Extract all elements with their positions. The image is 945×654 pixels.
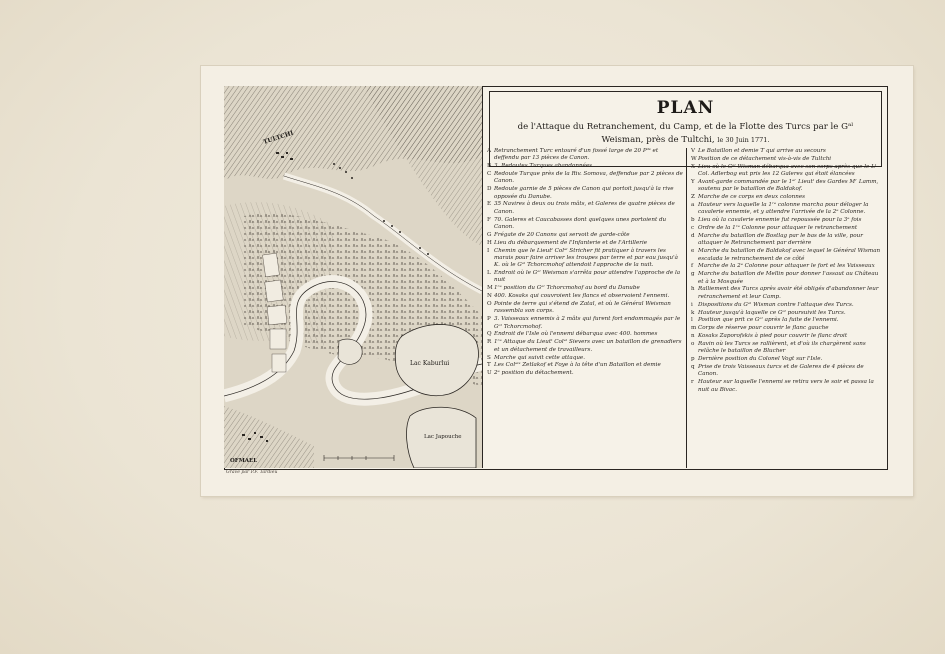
legend-entry xyxy=(487,270,684,285)
legend-key: a xyxy=(691,202,695,209)
legend-text: Marche de la 2ᵉ Colonne pour attaquer le fort et les Vaisseaux xyxy=(698,263,875,270)
legend-entry xyxy=(487,148,684,163)
legend-key: n xyxy=(691,333,695,340)
legend-key: Q xyxy=(487,331,492,338)
legend-key: X xyxy=(691,163,695,170)
legend-key: D xyxy=(487,186,492,193)
legend-entry xyxy=(487,163,684,170)
legend-entry xyxy=(487,248,684,270)
legend-entry xyxy=(487,331,684,338)
legend-text: 2ᵉ position du détachement. xyxy=(494,370,574,377)
legend-text: Avant-garde commandée par le 1ᵉʳ Lieutᵗ des Gardes Mʳ Lamm, soutenu par le bataillon de Baldakof. xyxy=(698,178,879,193)
legend-key: F xyxy=(487,216,491,223)
legend-text: Marche du bataillon de Baldakof avec lequel le Général Wisman escalada le retranchement de ce côté xyxy=(698,248,881,262)
legend-key: L xyxy=(487,270,491,277)
legend-key: f xyxy=(691,263,694,270)
map-panel xyxy=(224,86,483,468)
legend-text: Position de ce détachement vis-à-vis de Tultchi xyxy=(698,155,832,162)
legend-text: Pointe de terre qui s'étend de Zatal, et où le Général Weisman rassembla son corps. xyxy=(494,301,671,315)
legend-key: A xyxy=(487,148,492,154)
legend-key: q xyxy=(691,364,695,371)
legend-text: 1ʳᵉ position du Gᵃˡ Tchorcmohof au bord du Danube xyxy=(494,285,640,292)
legend-key: V xyxy=(691,148,696,154)
legend-text: Corps de réserve pour couvrir le flanc gauche xyxy=(698,325,829,332)
legend-text: Les Colᵉˡˢ Zetlakof et Foye à la tête d'un Bataillon et demie xyxy=(494,362,661,369)
legend-panel xyxy=(483,86,886,468)
legend-key: P xyxy=(487,316,491,323)
legend-column-left xyxy=(487,148,684,463)
legend-entry xyxy=(487,362,684,369)
legend-entry xyxy=(487,217,684,232)
legend-entry xyxy=(691,317,883,324)
legend-text: Ravin où les Turcs se rallièrent, et d'où ils chargèrent sans relâche le bataillon de Blucher xyxy=(698,341,866,355)
legend-text: Hauteur jusqu'à laquelle ce Gᵃˡ poursuivit les Turcs. xyxy=(698,309,846,316)
legend-entry xyxy=(487,201,684,216)
legend-entry xyxy=(487,232,684,239)
legend-key: p xyxy=(691,356,695,363)
legend-text: Hauteur sur laquelle l'ennemi se retira vers le soir et passa la nuit au Bivac. xyxy=(698,379,874,393)
legend-entry xyxy=(691,148,883,155)
legend-key: o xyxy=(691,341,695,348)
subtitle-line1: de l'Attaque du Retranchement, du Camp, et de la Flotte des Turcs par le Gᵃˡ xyxy=(517,122,854,132)
plan-title: PLAN xyxy=(656,98,715,118)
legend-key: G xyxy=(487,231,492,238)
legend-key: l xyxy=(691,317,693,324)
legend-text: Frégate de 20 Canons qui servoit de garde-côte xyxy=(494,231,630,238)
legend-entry xyxy=(487,370,684,377)
legend-entry xyxy=(691,302,883,309)
legend-entry xyxy=(487,355,684,362)
legend-key: S xyxy=(487,354,491,361)
legend-entry xyxy=(487,339,684,354)
legend-key: r xyxy=(691,379,694,386)
legend-key: b xyxy=(691,217,695,224)
legend-text: Marche du bataillon de Bostlag par le bas de la ville, pour attaquer le Retranchement par derrière xyxy=(698,233,863,247)
legend-key: H xyxy=(487,239,492,246)
legend-entry xyxy=(691,164,883,179)
legend-text: 400. Kosaks qui couvroient les flancs et observoient l'ennemi. xyxy=(494,293,670,300)
plan-subtitle xyxy=(490,121,881,147)
legend-entry xyxy=(487,171,684,186)
legend-entry xyxy=(691,364,883,379)
legend-text: Lieu du débarquement de l'Infanterie et de l'Artillerie xyxy=(494,239,648,246)
legend-text: Ralliement des Turcs après avoir été obligés d'abandonner leur retranchement et leur Camp. xyxy=(698,286,879,300)
legend-entry xyxy=(487,316,684,331)
legend-key: d xyxy=(691,233,695,240)
legend-text: Le Bataillon et demie T qui arrive au secours xyxy=(698,148,826,154)
legend-text: Dispositions du Gᵃˡ Wisman contre l'attaque des Turcs. xyxy=(698,301,854,308)
legend-text: Marche de ce corps en deux colonnes xyxy=(698,194,806,201)
legend-key: M xyxy=(487,285,493,292)
legend-key: Z xyxy=(691,194,695,201)
legend-key: e xyxy=(691,248,695,255)
legend-entry xyxy=(691,179,883,194)
legend-entry xyxy=(691,286,883,301)
legend-text: Ordre de la 1ʳᵉ Colonne pour attaquer le retranchement xyxy=(698,225,858,232)
legend-entry xyxy=(691,356,883,363)
legend-key: h xyxy=(691,286,695,293)
legend-text: 1ʳᵉ Attaque du Lieutᵗ Colᵉˡ Sievers avec un bataillon de grenadiers et un détachement de travailleurs. xyxy=(494,339,682,353)
legend-entry xyxy=(487,285,684,292)
legend-text: 70. Galeres et Caucabasses dont quelques unes portoient du Canon. xyxy=(494,216,667,230)
legend-text: Lieu où le Gᵃˡ Wisman débarqua avec son corps après que le Lᵗ Col. Adlerbog eut pris les 12 Galeres qui étoit élancées xyxy=(698,163,877,178)
legend-key: E xyxy=(487,201,492,208)
legend-text: Endroit où le Gᵃˡ Weisman s'arrêta pour attendre l'approche de la nuit xyxy=(494,270,681,284)
legend-text: Lieu où la cavalerie ennemie fut repoussée pour la 3ᵉ fois xyxy=(698,217,862,224)
legend-text: Marche du bataillon de Mellin pour donner l'assaut au Château et à la Mosquée xyxy=(698,271,879,285)
legend-text: Position que prit ce Gᵃˡ après la fuite de l'ennemi. xyxy=(698,317,839,324)
legend-entry xyxy=(691,333,883,340)
legend-key: i xyxy=(691,301,693,308)
column-divider xyxy=(686,148,687,468)
legend-entry xyxy=(487,240,684,247)
legend-key: R xyxy=(487,339,492,346)
legend-column-right xyxy=(691,148,883,463)
label-tultchi: TULTCHI xyxy=(262,129,295,146)
legend-entry xyxy=(691,217,883,224)
legend-entry xyxy=(691,225,883,232)
legend-key: g xyxy=(691,271,695,278)
legend-text: Redoute garnie de 5 pièces de Canon qui portoit jusqu'à la rive opposée du Danube. xyxy=(494,186,674,200)
label-ofmael: OFMAEL xyxy=(230,458,258,464)
legend-entry xyxy=(691,156,883,163)
legend-key: k xyxy=(691,309,695,316)
legend-entry xyxy=(691,341,883,356)
legend-key: W xyxy=(691,155,697,162)
legend-entry xyxy=(487,186,684,201)
legend-key: m xyxy=(691,325,697,332)
legend-key: Y xyxy=(691,178,695,185)
legend-entry xyxy=(691,271,883,286)
legend-key: c xyxy=(691,225,695,232)
legend-text: 3. Redoutes Turques abandonnées xyxy=(494,163,593,170)
label-lac-kaburlui: Lac Kaburlui xyxy=(410,360,450,367)
legend-entry xyxy=(691,194,883,201)
battle-map xyxy=(224,86,482,468)
legend-entry xyxy=(691,379,883,394)
legend-entry xyxy=(691,202,883,217)
legend-text: Dernière position du Colonel Vogt sur l'Isle. xyxy=(698,356,823,363)
legend-text: Retranchement Turc entouré d'un fossé large de 20 Pᵈˢ et deffendu par 13 pièces de Canon. xyxy=(494,148,659,162)
legend-entry xyxy=(691,310,883,317)
legend-entry xyxy=(691,248,883,263)
engraver-credit: Gravé par P.F. Tardieu xyxy=(226,470,278,475)
legend-entry xyxy=(487,301,684,316)
legend-entry xyxy=(487,293,684,300)
legend-text: Marche qui suivit cette attaque. xyxy=(494,354,586,361)
legend-text: 35 Navires à deux ou trois mâts, et Galeres de quatre pièces de Canon. xyxy=(494,201,675,215)
legend-key: T xyxy=(487,362,491,369)
legend-key: U xyxy=(487,370,492,377)
legend-text: Chemin que le Lieutᵗ Colᵉˡ Stricher fit pratiquer à travers les marais pour faire arriver les troupes par terre et par eau jusqu'à K. où le Gᵃˡ Tchorcmohof attendoit l'approche de la nuit. xyxy=(494,247,678,269)
legend-text: 3. Vaisseaux ennemis à 2 mâts qui furent fort endommagés par le Gᵃˡ Tchorcmohof. xyxy=(494,316,681,330)
legend-entry xyxy=(691,233,883,248)
legend-text: Hauteur vers laquelle la 1ʳᵉ colonne marcha pour déloger la cavalerie ennemie, et y attendre l'arrivée de la 2ᵉ Colonne. xyxy=(698,202,869,216)
legend-key: N xyxy=(487,293,492,300)
legend-key: B xyxy=(487,163,492,170)
legend-text: Kosaks Zaporofskis à pied pour couvrir le flanc droit xyxy=(698,333,848,340)
legend-key: O xyxy=(487,301,492,308)
legend-text: Redoute Turque près de la Riv. Somova, deffendue par 2 pièces de Canon. xyxy=(494,171,683,185)
legend-text: Prise de trois Vaisseaux turcs et de Galeres de 4 pièces de Canon. xyxy=(698,364,864,378)
subtitle-date: le 30 Juin 1771. xyxy=(717,136,770,144)
legend-entry xyxy=(691,325,883,332)
label-lac-japouche: Lac Japouche xyxy=(424,434,462,440)
legend-key: I xyxy=(487,247,490,254)
subtitle-line2: Weisman, près de Tultchi, xyxy=(601,135,715,145)
legend-key: C xyxy=(487,171,492,178)
legend-entry xyxy=(691,263,883,270)
legend-text: Endroit de l'Isle où l'ennemi débarqua avec 400. hommes xyxy=(494,331,658,338)
